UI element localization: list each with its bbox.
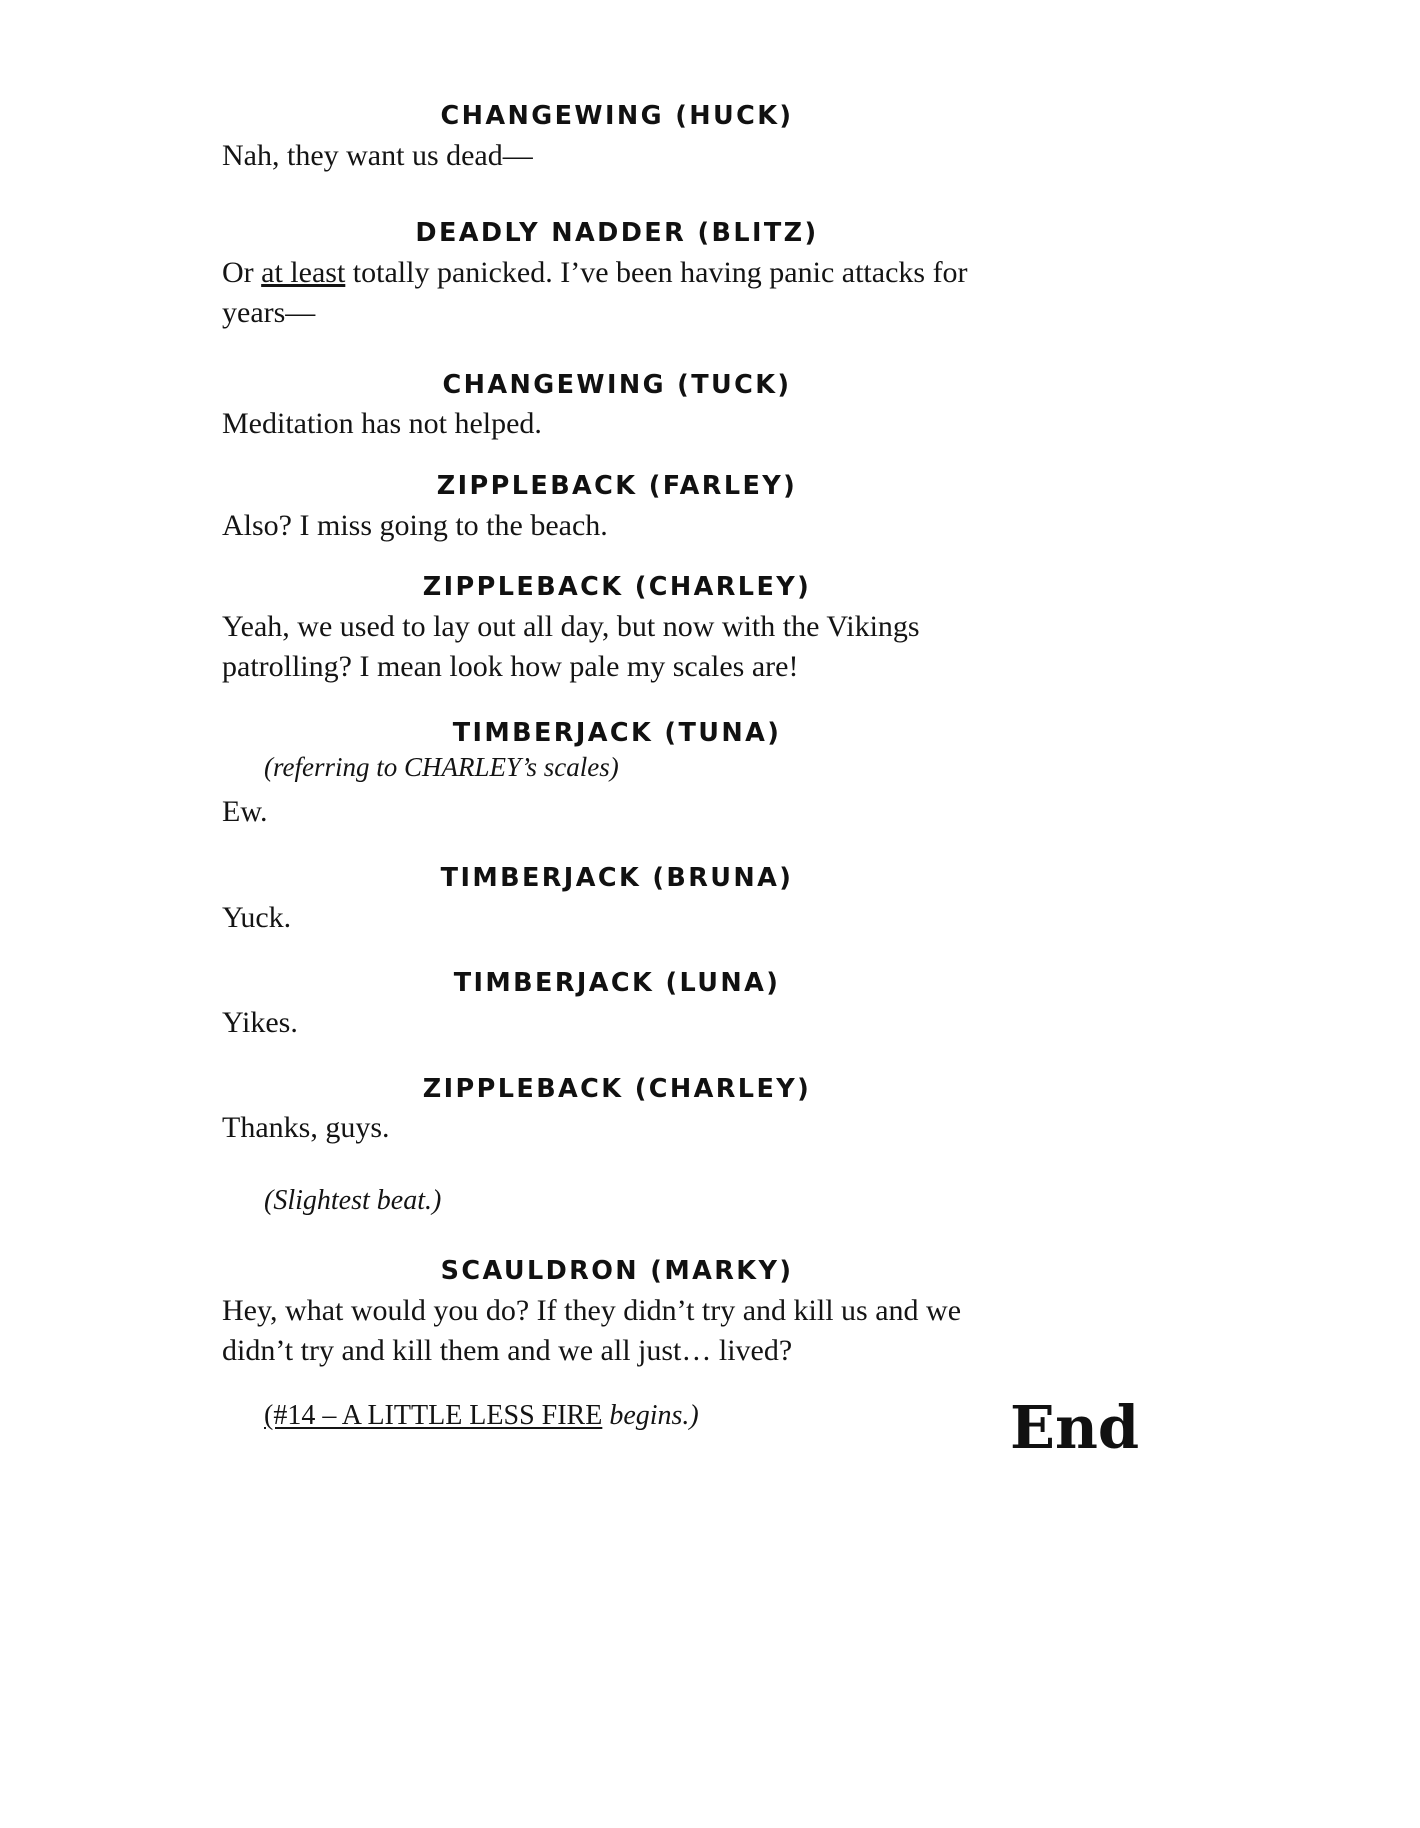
dialogue-block	[222, 101, 1012, 175]
dialogue-line: Yikes.	[222, 1005, 298, 1039]
spacer	[222, 832, 1012, 866]
parenthetical-direction: (referring to CHARLEY’s scales)	[264, 752, 619, 783]
spacer	[222, 1219, 1012, 1259]
dialogue-line: Yuck.	[222, 900, 292, 934]
script-body	[222, 101, 1012, 1434]
dialogue-block	[222, 218, 1012, 332]
character-cue: ZIPPLEBACK (FARLEY)	[436, 471, 798, 502]
character-cue: CHANGEWING (HUCK)	[440, 101, 794, 131]
spacer	[222, 333, 1012, 373]
dialogue-block	[222, 1256, 1012, 1370]
spacer	[222, 1043, 1012, 1077]
dialogue-line: Ew.	[222, 795, 268, 829]
character-cue: TIMBERJACK (LUNA)	[453, 968, 781, 999]
dialogue-block	[222, 968, 1012, 1042]
spacer	[222, 175, 1012, 221]
spacer	[222, 937, 1012, 971]
spacer	[222, 545, 1012, 575]
dialogue-line: Meditation has not helped.	[222, 407, 542, 441]
dialogue-block	[222, 1073, 1012, 1148]
character-cue: DEADLY NADDER (BLITZ)	[415, 218, 819, 249]
song-cue-title: (#14 – A LITTLE LESS FIRE	[264, 1399, 603, 1431]
dialogue-line: Yeah, we used to lay out all day, but now with the Vikings patrolling? I mean look how pale my scales are!	[222, 609, 920, 683]
spacer	[222, 1371, 1012, 1397]
character-cue: ZIPPLEBACK (CHARLEY)	[422, 572, 812, 603]
dialogue-block	[222, 369, 1012, 444]
spacer	[222, 444, 1012, 474]
stage-beat: (Slightest beat.)	[264, 1185, 442, 1217]
end-mark: End	[1010, 1393, 1140, 1462]
stage-direction-block	[222, 1182, 1012, 1219]
dialogue-line: Also? I miss going to the beach.	[222, 508, 608, 542]
character-cue: TIMBERJACK (BRUNA)	[440, 863, 794, 894]
dialogue-line: Hey, what would you do? If they didn’t try and kill us and we didn’t try and kill them and we all just… lived?	[222, 1293, 962, 1367]
spacer	[222, 687, 1012, 721]
character-cue: ZIPPLEBACK (CHARLEY)	[422, 1073, 812, 1104]
spacer	[222, 1148, 1012, 1182]
dialogue-block	[222, 471, 1012, 545]
dialogue-block	[222, 863, 1012, 937]
dialogue-block	[222, 717, 1012, 832]
song-cue	[264, 1397, 1012, 1434]
song-cue-begins: begins.)	[602, 1399, 699, 1431]
character-cue: CHANGEWING (TUCK)	[442, 369, 792, 400]
character-cue: SCAULDRON (MARKY)	[440, 1256, 794, 1287]
song-cue-block	[222, 1397, 1012, 1434]
emphasis-underline: at least	[261, 255, 346, 289]
dialogue-line: Nah, they want us dead—	[222, 138, 533, 172]
dialogue-line	[222, 253, 1012, 333]
character-cue: TIMBERJACK (TUNA)	[452, 717, 782, 748]
dialogue-text-pre: Or	[222, 255, 262, 289]
dialogue-line: Thanks, guys.	[222, 1111, 390, 1145]
dialogue-text-post: totally panicked. I’ve been having panic attacks for years—	[222, 255, 968, 329]
dialogue-block	[222, 572, 1012, 686]
